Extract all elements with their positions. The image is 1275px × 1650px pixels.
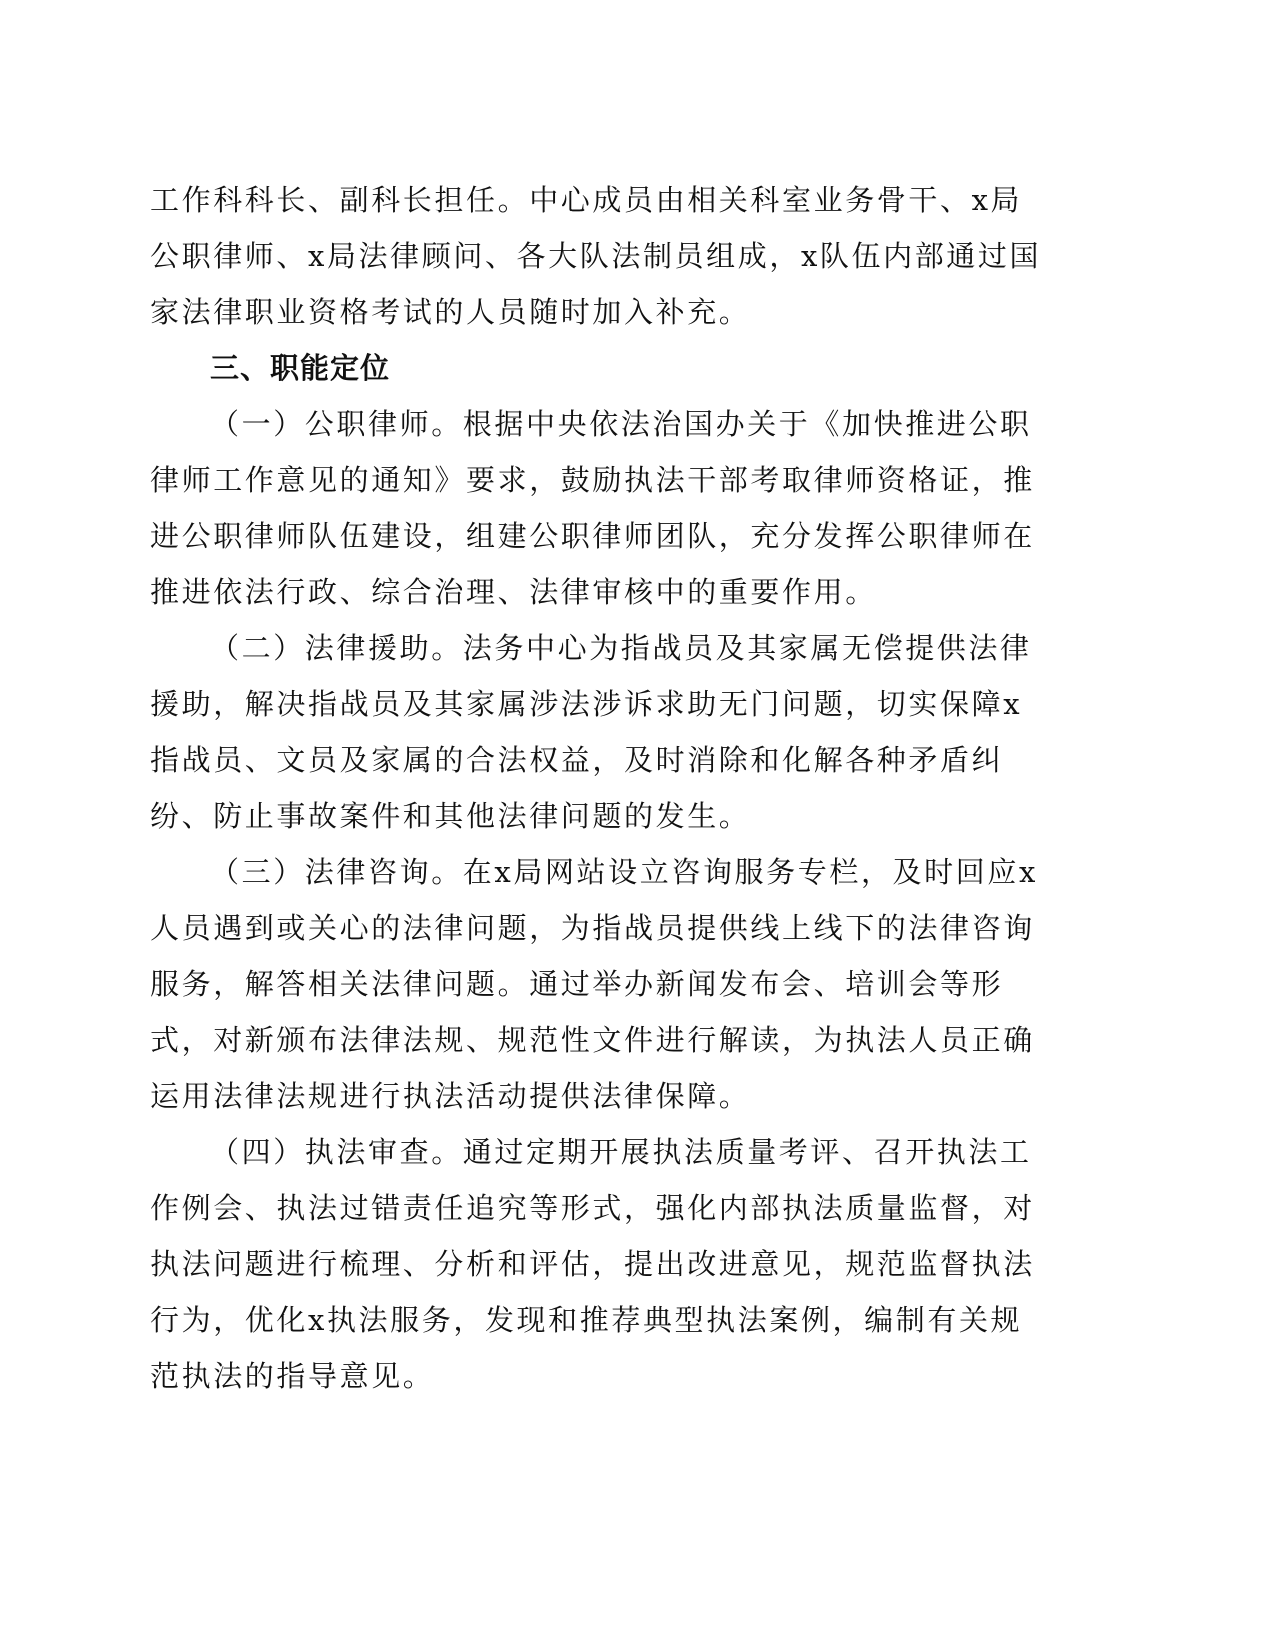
text-line: 执法问题进行梳理、分析和评估，提出改进意见，规范监督执法	[150, 1247, 1035, 1281]
text-line: 援助，解决指战员及其家属涉法涉诉求助无门问题，切实保障x	[150, 687, 1023, 721]
text-line: 指战员、文员及家属的合法权益，及时消除和化解各种矛盾纠	[150, 743, 1004, 777]
paragraph-lead-line: （三）法律咨询。在x局网站设立咨询服务专栏，及时回应x	[210, 855, 1038, 889]
text-line: 作例会、执法过错责任追究等形式，强化内部执法质量监督，对	[150, 1191, 1035, 1225]
text-line: 式，对新颁布法律法规、规范性文件进行解读，为执法人员正确	[150, 1023, 1035, 1057]
text-line: 范执法的指导意见。	[150, 1359, 435, 1393]
paragraph-lead-line: （四）执法审查。通过定期开展执法质量考评、召开执法工	[210, 1135, 1032, 1169]
text-line: 律师工作意见的通知》要求，鼓励执法干部考取律师资格证，推	[150, 463, 1035, 497]
paragraph-lead-line: （一）公职律师。根据中央依法治国办关于《加快推进公职	[210, 407, 1032, 441]
text-line: 工作科科长、副科长担任。中心成员由相关科室业务骨干、x局	[150, 183, 1023, 217]
text-line: 运用法律法规进行执法活动提供法律保障。	[150, 1079, 751, 1113]
section-heading: 三、职能定位	[210, 351, 391, 385]
text-line: 进公职律师队伍建设，组建公职律师团队，充分发挥公职律师在	[150, 519, 1035, 553]
text-line: 行为，优化x执法服务，发现和推荐典型执法案例，编制有关规	[150, 1303, 1023, 1337]
text-line: 服务，解答相关法律问题。通过举办新闻发布会、培训会等形	[150, 967, 1004, 1001]
text-line: 家法律职业资格考试的人员随时加入补充。	[150, 295, 751, 329]
text-line: 推进依法行政、综合治理、法律审核中的重要作用。	[150, 575, 877, 609]
text-line: 纷、防止事故案件和其他法律问题的发生。	[150, 799, 751, 833]
text-line: 人员遇到或关心的法律问题，为指战员提供线上线下的法律咨询	[150, 911, 1035, 945]
text-line: 公职律师、x局法律顾问、各大队法制员组成，x队伍内部通过国	[150, 239, 1042, 273]
paragraph-lead-line: （二）法律援助。法务中心为指战员及其家属无偿提供法律	[210, 631, 1032, 665]
